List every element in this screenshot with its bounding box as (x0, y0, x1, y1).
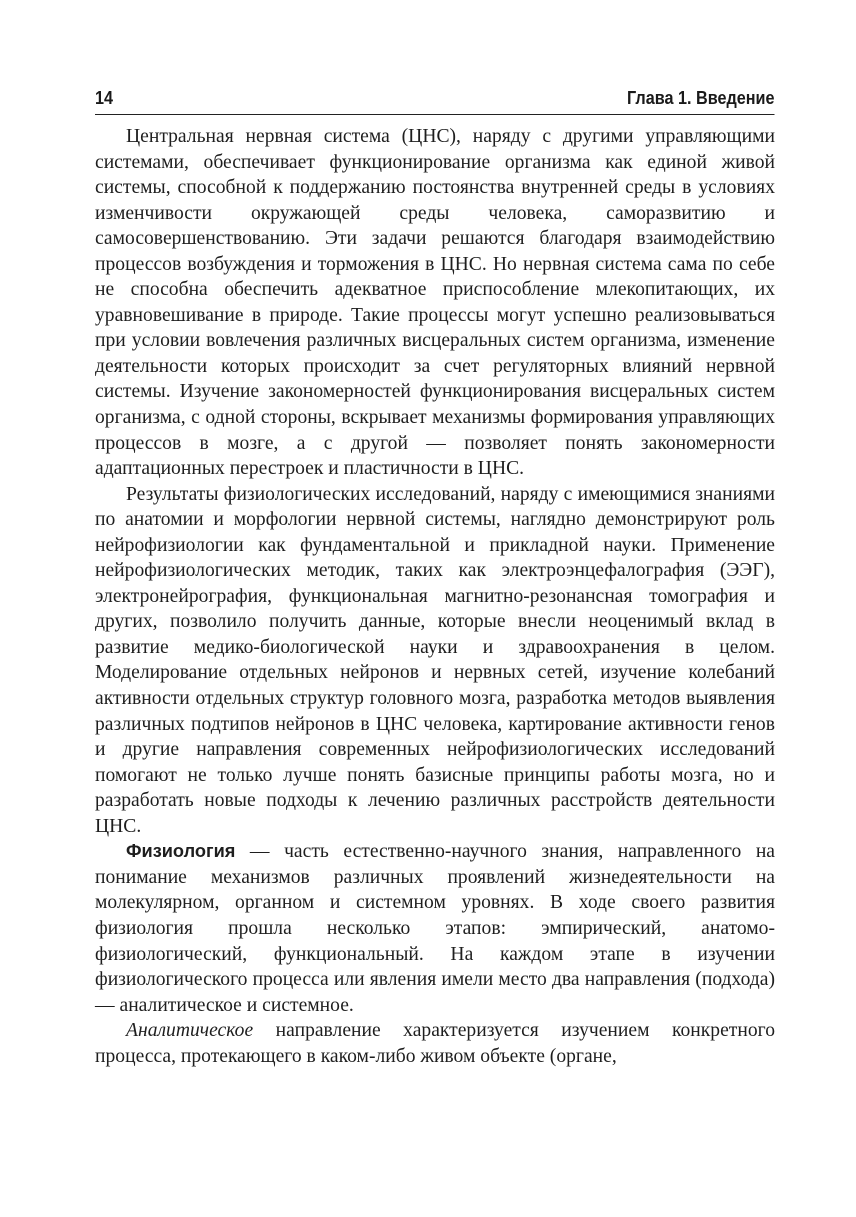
paragraph-text: Результаты физиологических исследований, наряду с имеющимися знаниями по анатомии и морфологии нервной системы, наглядно демонстрируют роль нейрофизиологии как фундаментальной и прикладной науки. Применение нейрофизиологических методик, таких как электроэнцефалография (ЭЭГ), электронейрография, функциональная магнитно-резонансная томография и других, позволило получить данные, которые внесли неоценимый вклад в развитие медико-биологической науки и здравоохранения в целом. Моделирование отдельных нейронов и нервных сетей, изучение колебаний активности отдельных структур головного мозга, разработка методов выявления различных подтипов нейронов в ЦНС человека, картирование активности генов и другие направления современных нейрофизиологических исследований помогают не только лучше понять базисные принципы работы мозга, но и разработать новые подходы к лечению различных расстройств деятельности ЦНС. (95, 483, 775, 837)
paragraph-research-results (95, 482, 775, 840)
paragraph-cns-overview (95, 124, 775, 482)
italic-term-analytical: Аналитическое (126, 1020, 254, 1042)
paragraph-physiology-definition (95, 839, 775, 1018)
paragraph-text: — часть естественно-научного знания, направленного на понимание механизмов различных проявлений жизнедеятельности на молекулярном, органном и системном уровнях. В ходе своего развития физиология прошла несколько этапов: эмпирический, анатомо-физиологический, функциональный. На каждом этапе в изучении физиологического процесса или явления имели место два направления (подхода) — аналитическое и системное. (95, 841, 775, 1016)
page-number: 14 (95, 88, 114, 108)
body-text (95, 124, 775, 1069)
chapter-title: Глава 1. Введение (627, 88, 775, 108)
paragraph-analytical-approach (95, 1018, 775, 1069)
running-header (95, 84, 775, 115)
paragraph-text: направление характеризуется изучением конкретного процесса, протекающего в каком-либо живом объекте (органе, (95, 1020, 775, 1067)
bold-term-physiology: Физиология (126, 841, 236, 862)
paragraph-text: Центральная нервная система (ЦНС), наряду с другими управляющими системами, обеспечивает функционирование организма как единой живой системы, способной к поддержанию постоянства внутренней среды в условиях изменчивости окружающей среды человека, саморазвитию и самосовершенствованию. Эти задачи решаются благодаря взаимодействию процессов возбуждения и торможения в ЦНС. Но нервная система сама по себе не способна обеспечить адекватное приспособление млекопитающих, их уравновешивание в природе. Такие процессы могут успешно реализовываться при условии вовлечения различных висцеральных систем организма, изменение деятельности которых происходит за счет регуляторных влияний нервной системы. Изучение закономерностей функционирования висцеральных систем организма, с одной стороны, вскрывает механизмы формирования управляющих процессов в мозге, а с другой — позволяет понять закономерности адаптационных перестроек и пластичности в ЦНС. (95, 126, 775, 480)
